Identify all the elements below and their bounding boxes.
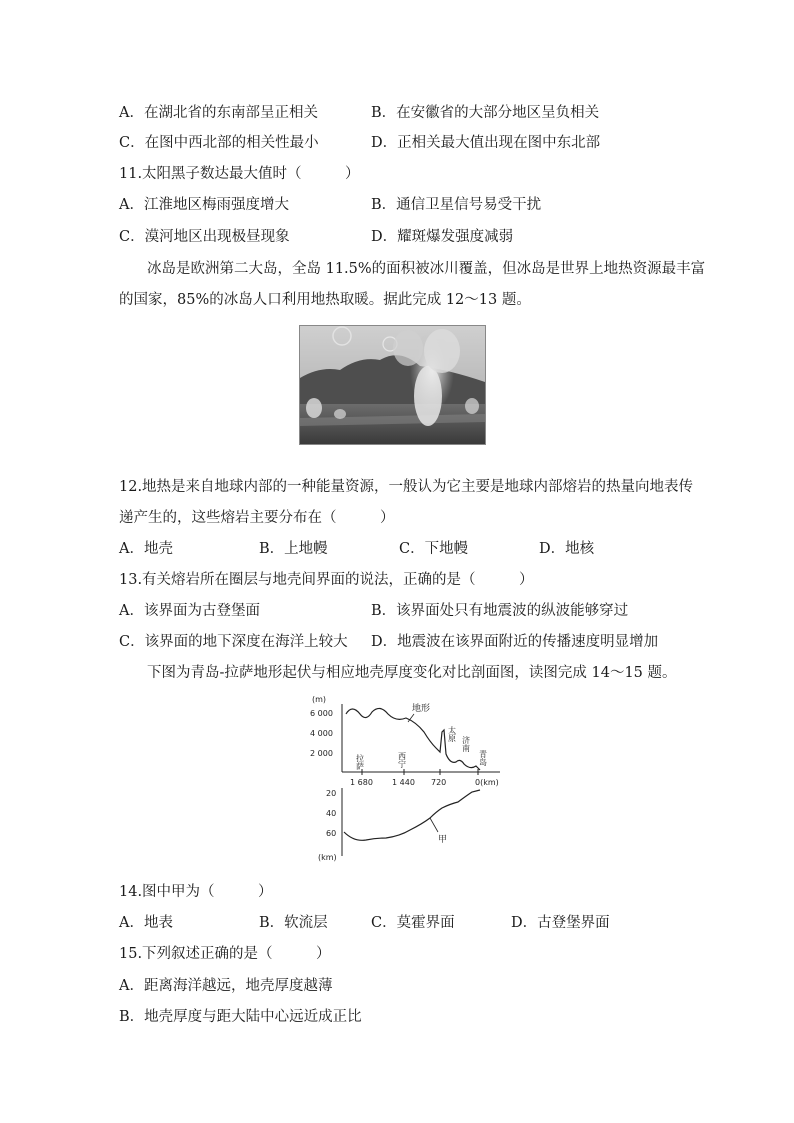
q10-option-a: A．在湖北省的东南部呈正相关 bbox=[119, 105, 318, 121]
x-label-0km: 0(km) bbox=[475, 778, 499, 787]
q13-option-c: C．该界面的地下深度在海洋上较大 bbox=[119, 634, 348, 650]
city-lhasa: 拉萨 bbox=[355, 754, 365, 770]
y-tick-4000: 4 000 bbox=[310, 729, 333, 738]
profile-figure bbox=[310, 692, 510, 864]
q11-option-c: C．漠河地区出现极昼现象 bbox=[119, 229, 290, 245]
q10-option-d: D．正相关最大值出现在图中东北部 bbox=[371, 135, 601, 151]
q13-stem: 13.有关熔岩所在圈层与地壳间界面的说法，正确的是（ ） bbox=[119, 572, 534, 588]
jia-pointer bbox=[430, 818, 438, 832]
depth-tick-20: 20 bbox=[326, 789, 337, 798]
q14-stem: 14.图中甲为（ ） bbox=[119, 884, 273, 900]
q12-stem-line1: 12.地热是来自地球内部的一种能量资源，一般认为它主要是地球内部熔岩的热量向地表传 bbox=[119, 479, 694, 495]
q14-option-c: C．莫霍界面 bbox=[371, 915, 455, 931]
crust-base-line bbox=[344, 790, 480, 840]
q14-option-d: D．古登堡界面 bbox=[511, 915, 610, 931]
y-tick-6000: 6 000 bbox=[310, 709, 333, 718]
passage-iceland-line2: 的国家，85%的冰岛人口利用地热取暖。据此完成 12～13 题。 bbox=[119, 292, 531, 308]
q12-stem-line2: 递产生的，这些熔岩主要分布在（ ） bbox=[119, 510, 395, 526]
q11-option-a: A．江淮地区梅雨强度增大 bbox=[119, 197, 289, 213]
city-xining: 西宁 bbox=[397, 752, 407, 768]
x-label-1680: 1 680 bbox=[350, 778, 373, 787]
q12-option-a: A．地壳 bbox=[119, 541, 173, 557]
q15-stem: 15.下列叙述正确的是（ ） bbox=[119, 946, 331, 962]
city-jinan: 济南 bbox=[461, 736, 471, 752]
city-taiyuan: 太原 bbox=[447, 726, 457, 742]
q13-option-d: D．地震波在该界面附近的传播速度明显增加 bbox=[371, 634, 659, 650]
terrain-line bbox=[346, 708, 480, 770]
q14-option-a: A．地表 bbox=[119, 915, 173, 931]
q10-option-b: B．在安徽省的大部分地区呈负相关 bbox=[371, 105, 600, 121]
terrain-label: 地形 bbox=[412, 704, 431, 714]
q14-option-b: B．软流层 bbox=[259, 915, 328, 931]
passage-profile: 下图为青岛-拉萨地形起伏与相应地壳厚度变化对比剖面图，读图完成 14～15 题。 bbox=[147, 665, 677, 681]
x-label-1440: 1 440 bbox=[392, 778, 415, 787]
q12-option-c: C．下地幔 bbox=[399, 541, 469, 557]
city-qingdao: 青岛 bbox=[478, 750, 488, 766]
q12-option-b: B．上地幔 bbox=[259, 541, 328, 557]
y-tick-2000: 2 000 bbox=[310, 749, 333, 758]
jia-label: 甲 bbox=[438, 835, 448, 845]
depth-tick-60: 60 bbox=[326, 829, 337, 838]
q11-option-d: D．耀斑爆发强度减弱 bbox=[371, 229, 514, 245]
depth-tick-40: 40 bbox=[326, 809, 337, 818]
geyser-photo bbox=[299, 325, 486, 445]
q13-option-b: B．该界面处只有地震波的纵波能够穿过 bbox=[371, 603, 629, 619]
q11-option-b: B．通信卫星信号易受干扰 bbox=[371, 197, 542, 213]
unit-km-depth-label: (km) bbox=[318, 853, 337, 862]
x-label-720: 720 bbox=[431, 778, 447, 787]
q10-option-c: C．在图中西北部的相关性最小 bbox=[119, 135, 319, 151]
q13-option-a: A．该界面为古登堡面 bbox=[119, 603, 260, 619]
q15-option-a: A．距离海洋越远，地壳厚度越薄 bbox=[119, 978, 333, 994]
q12-option-d: D．地核 bbox=[539, 541, 595, 557]
q11-stem: 11.太阳黑子数达最大值时（ ） bbox=[119, 166, 360, 182]
q15-option-b: B．地壳厚度与距大陆中心远近成正比 bbox=[119, 1009, 362, 1025]
passage-iceland-line1: 冰岛是欧洲第二大岛，全岛 11.5%的面积被冰川覆盖，但冰岛是世界上地热资源最丰富 bbox=[147, 261, 706, 277]
unit-m-label: (m) bbox=[312, 695, 327, 704]
